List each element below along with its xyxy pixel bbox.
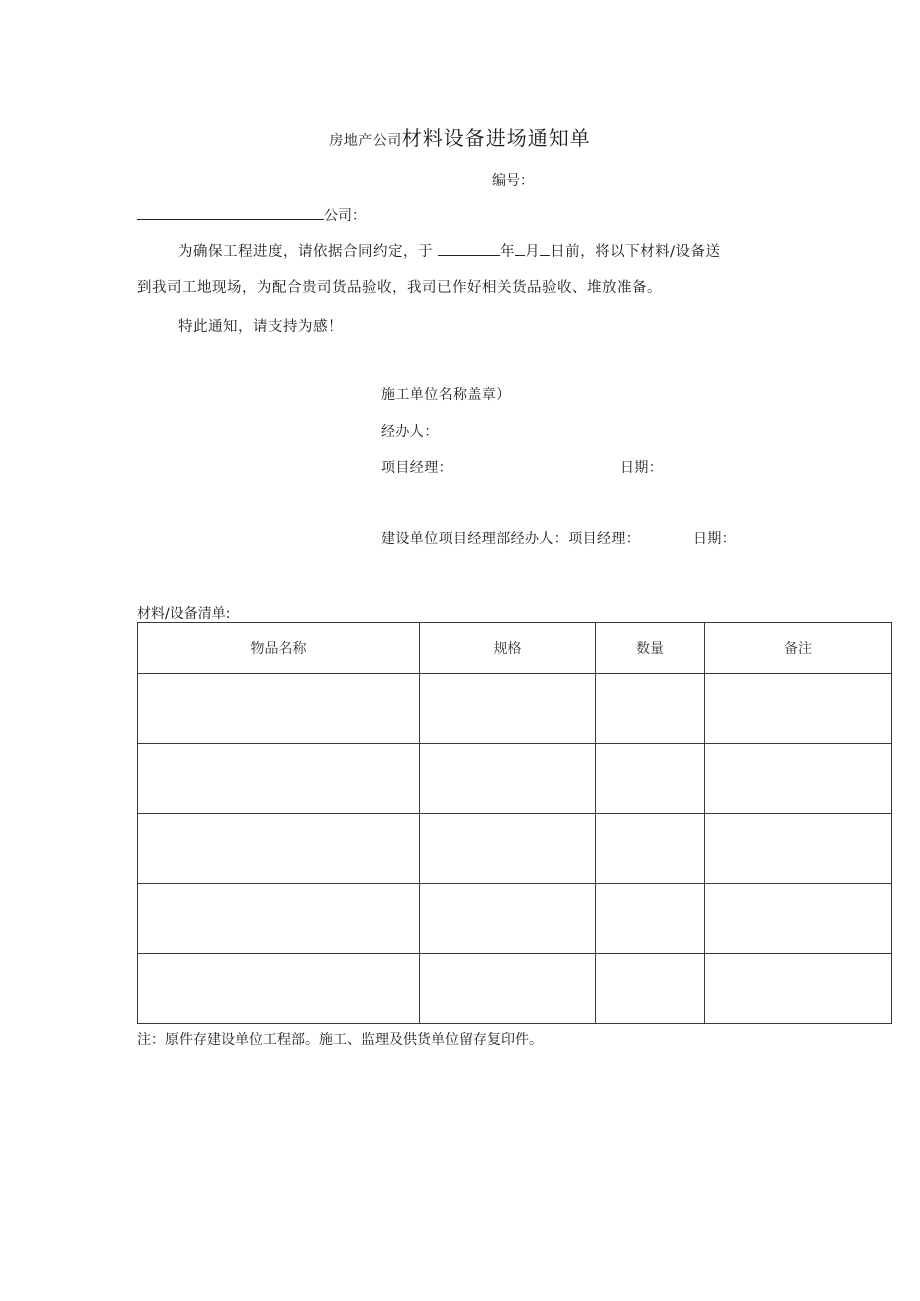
cell-quantity[interactable] [596,674,705,744]
cell-remarks[interactable] [705,674,892,744]
serial-number-label: 编号： [492,173,534,189]
cell-quantity[interactable] [596,954,705,1024]
cell-spec[interactable] [420,814,596,884]
paragraph-1-line-2: 到我司工地现场，为配合贵司货品验收，我司已作好相关货品验收、堆放准备。 [137,280,662,296]
addressee-line [137,205,366,225]
paragraph-1-line-1 [178,240,721,261]
cell-item-name[interactable] [138,814,420,884]
year-label: 年 [500,244,516,260]
handler-label: 经办人： [381,424,439,440]
cell-quantity[interactable] [596,744,705,814]
title-prefix: 房地产公司 [329,133,402,149]
table-row [138,674,892,744]
construction-unit-seal: 施工单位名称盖章） [381,387,511,403]
column-header-remarks: 备注 [705,623,892,674]
column-header-quantity: 数量 [596,623,705,674]
table-header-row [138,623,892,674]
cell-remarks[interactable] [705,744,892,814]
cell-spec[interactable] [420,954,596,1024]
cell-spec[interactable] [420,674,596,744]
materials-list-label: 材料/设备清单: [137,606,231,622]
year-blank[interactable] [438,241,500,256]
document-title [0,122,920,151]
paragraph-2: 特此通知，请支持为感！ [178,319,343,335]
table-row [138,744,892,814]
cell-item-name[interactable] [138,884,420,954]
company-suffix: 公司： [324,208,366,224]
cell-quantity[interactable] [596,814,705,884]
table-row [138,884,892,954]
footnote: 注：原件存建设单位工程部。施工、监理及供货单位留存复印件。 [137,1032,543,1048]
month-label: 月 [525,244,541,260]
para1-text-end: 日前，将以下材料/设备送 [550,244,721,260]
owner-department-line: 建设单位项目经理部经办人：项目经理： [381,531,641,547]
materials-table [137,622,892,1024]
cell-spec[interactable] [420,744,596,814]
cell-spec[interactable] [420,884,596,954]
table-row [138,814,892,884]
title-main: 材料设备进场通知单 [401,126,591,150]
date-label-1: 日期： [620,460,664,476]
cell-quantity[interactable] [596,884,705,954]
cell-remarks[interactable] [705,814,892,884]
company-name-blank[interactable] [137,205,324,220]
para1-text-start: 为确保工程进度，请依据合同约定，于 [178,244,439,260]
cell-remarks[interactable] [705,954,892,1024]
cell-item-name[interactable] [138,954,420,1024]
project-manager-label: 项目经理： [381,460,453,476]
month-blank[interactable] [515,241,525,256]
cell-item-name[interactable] [138,744,420,814]
column-header-item-name: 物品名称 [138,623,420,674]
date-label-2: 日期： [693,531,737,547]
cell-remarks[interactable] [705,884,892,954]
table-row [138,954,892,1024]
cell-item-name[interactable] [138,674,420,744]
day-blank[interactable] [540,241,550,256]
column-header-spec: 规格 [420,623,596,674]
